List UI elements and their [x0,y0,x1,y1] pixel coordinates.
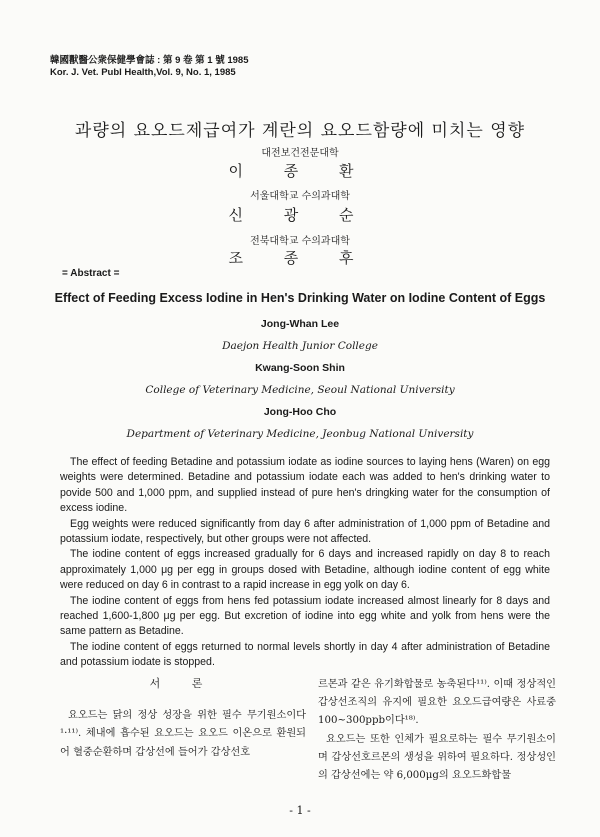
journal-citation-korean: 韓國獸醫公衆保健學會誌 : 第 9 卷 第 1 號 1985 [50,55,249,66]
korean-author-3: 조 종 후 [228,249,372,267]
section-title-introduction: 서 론 [149,677,217,690]
english-affiliation-3: Department of Veterinary Medicine, Jeonbug National University [126,428,474,440]
abstract-paragraph-1: The effect of feeding Betadine and potassium iodate as iodine sources to laying hens (Waren) on egg weights were determined. Betadine and potassium iodate each was added to hen's drinking water to povide 500 and 1,000 ppm, and supplied instead of pure hen's dringking water for the consumption of excess iodine. [60,456,550,515]
english-author-2: Kwang-Soon Shin [255,362,345,374]
english-author-1: Jong-Whan Lee [260,318,340,330]
abstract-paragraph-2: Egg weights were reduced significantly from day 6 after administration of 1,000 ppm of Betadine and potassium iodate, respectively, but other groups were not affected. [60,517,550,546]
abstract-paragraph-5: The iodine content of eggs returned to normal levels shortly in day 4 after administration of Betadine and potassium iodate is stopped. [60,640,550,669]
abstract-paragraph-4: The iodine content of eggs from hens fed potassium iodate increased almost linearly for 8 days and reached 1,600-1,800 μg per egg. But excretion of iodine into egg white and yolk from hens were the same pattern as Betadine. [60,594,550,638]
korean-title: 과량의 요오드제급여가 계란의 요오드함량에 미치는 영향 [74,121,526,141]
korean-author-1: 이 종 환 [228,162,372,180]
abstract-label: = Abstract = [62,268,120,279]
body-left-column [60,675,306,762]
korean-affiliation-3: 전북대학교 수의과대학 [250,236,350,247]
journal-citation-english: Kor. J. Vet. Publ Health,Vol. 9, No. 1, 1985 [50,67,236,78]
page-number: - 1 - [289,804,311,817]
english-affiliation-1: Daejon Health Junior College [222,340,378,352]
abstract-paragraph-3: The iodine content of eggs increased gradually for 6 days and increased rapidly on day 8 to reach approximately 1,000 μg per egg in groups dosed with Betadine, although iodine content of egg white were reduced on day 6 in contrast to a rapid increase in egg yolk on day 6. [60,548,550,592]
korean-author-2: 신 광 순 [228,206,372,224]
korean-affiliation-2: 서울대학교 수의과대학 [250,191,350,202]
abstract-body [60,455,550,671]
journal-header [50,55,248,79]
korean-affiliation-1: 대전보건전문대학 [261,148,339,159]
body-right-column [318,676,556,785]
body-paragraph-right-2: 요오드는 또한 인체가 필요로하는 필수 무기원소이며 갑상선호르몬의 생성을 위하여 필요하다. 정상성인의 갑상선에는 약 6,000μg의 요오드화합물 [318,733,556,782]
english-title: Effect of Feeding Excess Iodine in Hen's Drinking Water on Iodine Content of Eggs [54,291,546,305]
body-paragraph-left: 요오드는 닭의 정상 성장을 위한 필수 무기원소이다¹·¹¹⁾. 체내에 흡수된 요오드는 요오드 이온으로 환원되어 혈중순환하며 갑상선에 들어가 갑상선호 [60,710,306,758]
english-affiliation-2: College of Veterinary Medicine, Seoul National University [145,384,455,396]
body-paragraph-right-1: 르몬과 같은 유기화합물로 농축된다¹¹⁾. 이때 정상적인 갑상선조직의 유지에 필요한 요오드급여량은 사료중 100~300ppb이다¹⁸⁾. [318,679,556,727]
english-author-3: Jong-Hoo Cho [263,406,337,418]
